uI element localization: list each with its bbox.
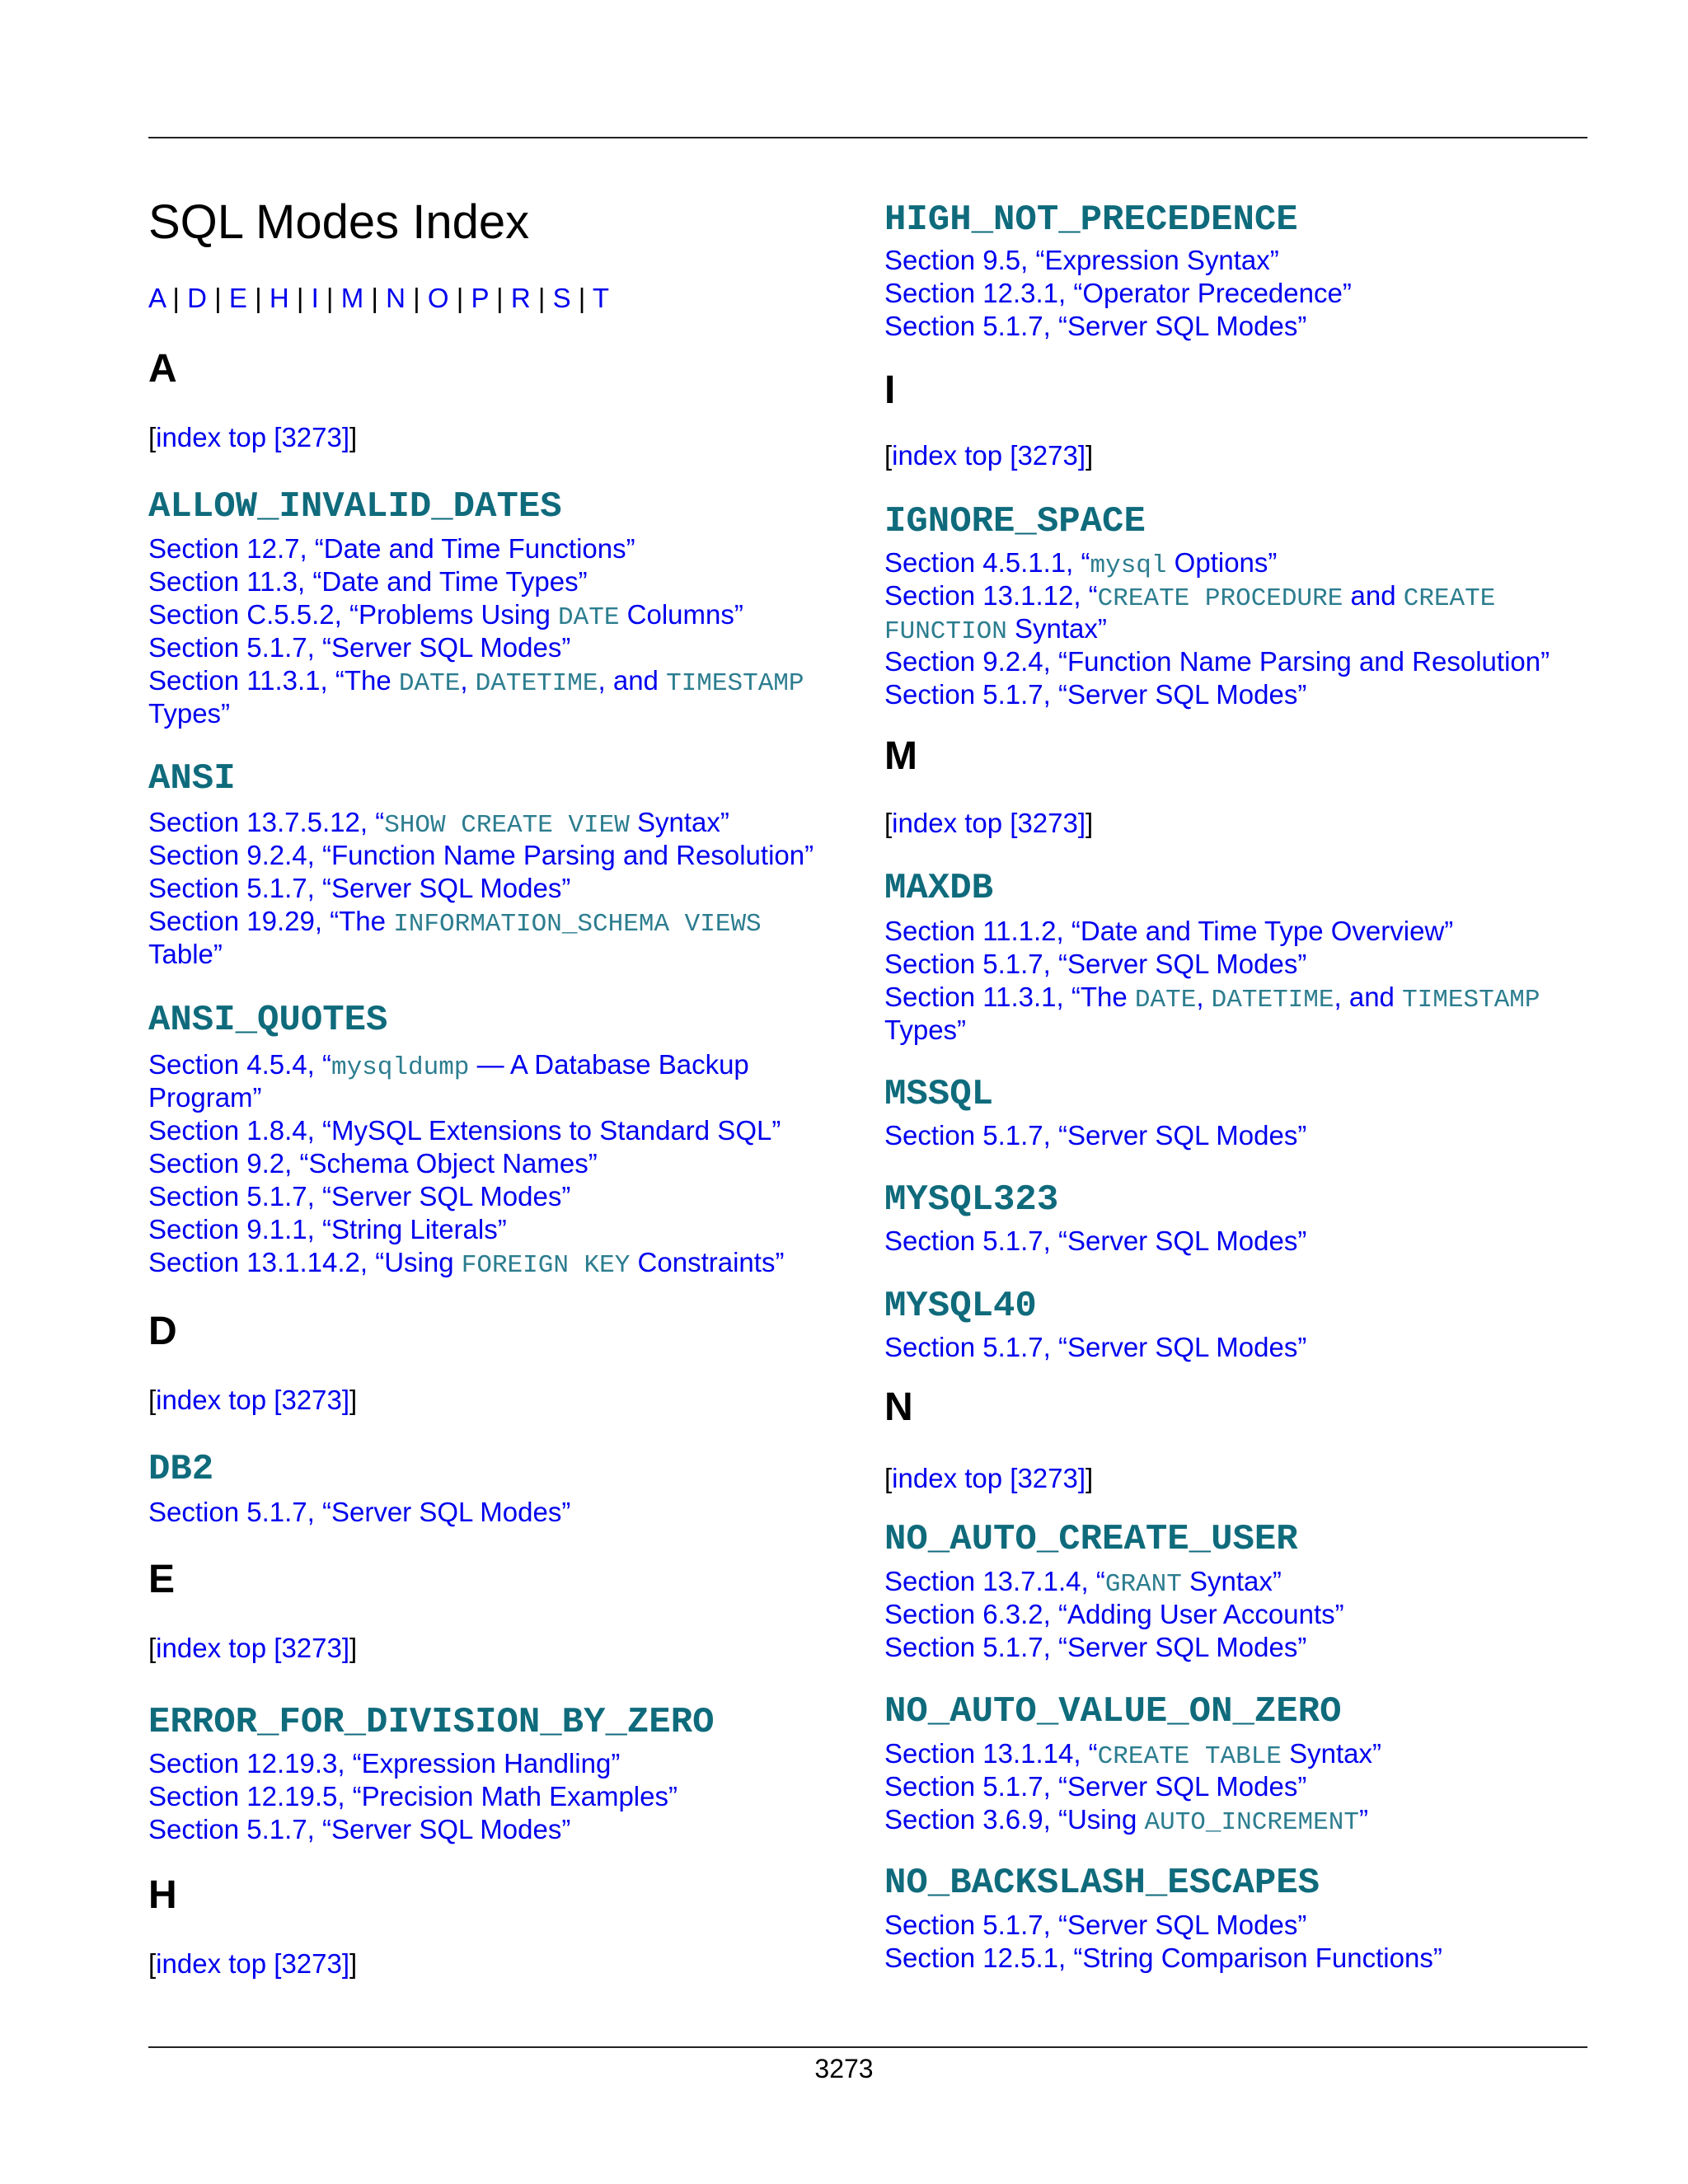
ref-link[interactable]: Section 12.5.1, “String Comparison Functions” xyxy=(884,1943,1442,1973)
ref-link[interactable]: Section 5.1.7, “Server SQL Modes” xyxy=(884,1632,1307,1662)
ref-link[interactable]: Section 13.7.1.4, “GRANT Syntax” xyxy=(884,1566,1282,1599)
ref-link[interactable]: Section 3.6.9, “Using AUTO_INCREMENT” xyxy=(884,1804,1368,1837)
page-title: SQL Modes Index xyxy=(148,195,530,249)
footer-rule xyxy=(148,2046,1587,2048)
term-ignore-space: IGNORE_SPACE xyxy=(884,501,1146,542)
ref-link[interactable]: Section 9.2, “Schema Object Names” xyxy=(148,1148,598,1179)
index-top-link[interactable]: index top [3273] xyxy=(892,808,1086,838)
term-mysql323: MYSQL323 xyxy=(884,1179,1059,1221)
ref-link[interactable]: Section 5.1.7, “Server SQL Modes” xyxy=(884,679,1307,710)
page-number: 3273 xyxy=(814,2054,874,2083)
index-top-link[interactable]: index top [3273] xyxy=(156,1948,350,1979)
index-top-i: [index top [3273]] xyxy=(884,440,1094,471)
letter-link-m[interactable]: M xyxy=(340,283,364,313)
ref-link[interactable]: Section 5.1.7, “Server SQL Modes” xyxy=(148,873,571,903)
ref-link[interactable]: Section 1.8.4, “MySQL Extensions to Standard SQL” xyxy=(148,1115,781,1146)
ref-link[interactable]: Section 12.19.3, “Expression Handling” xyxy=(148,1748,621,1779)
ref-link[interactable]: Section 11.3.1, “The DATE, DATETIME, and TIMESTAMP xyxy=(148,665,804,698)
letter-heading-d: D xyxy=(148,1310,177,1353)
letter-heading-i: I xyxy=(884,368,896,412)
ref-link[interactable]: Section 5.1.7, “Server SQL Modes” xyxy=(884,1910,1307,1940)
ref-link[interactable]: Section 11.3.1, “The DATE, DATETIME, and TIMESTAMP xyxy=(884,982,1540,1015)
ref-link[interactable]: Section 13.7.5.12, “SHOW CREATE VIEW Syntax” xyxy=(148,807,729,840)
ref-link[interactable]: Section 9.2.4, “Function Name Parsing and Resolution” xyxy=(148,840,814,870)
letter-heading-e: E xyxy=(148,1558,176,1601)
ref-link[interactable]: Section 5.1.7, “Server SQL Modes” xyxy=(884,1120,1307,1151)
ref-link[interactable]: Section 9.1.1, “String Literals” xyxy=(148,1214,507,1244)
ref-link[interactable]: Section 4.5.1.1, “mysql Options” xyxy=(884,547,1278,580)
index-top-e: [index top [3273]] xyxy=(148,1633,358,1663)
term-mssql: MSSQL xyxy=(884,1074,994,1115)
letter-link-p[interactable]: P xyxy=(471,283,489,313)
letter-link-e[interactable]: E xyxy=(228,283,247,313)
term-high-not-precedence: HIGH_NOT_PRECEDENCE xyxy=(884,199,1298,241)
ref-link[interactable]: Section 11.1.2, “Date and Time Type Overview” xyxy=(884,916,1454,946)
index-top-n: [index top [3273]] xyxy=(884,1463,1094,1493)
term-allow-invalid-dates: ALLOW_INVALID_DATES xyxy=(148,486,562,527)
ref-link[interactable]: Section 5.1.7, “Server SQL Modes” xyxy=(148,1814,571,1844)
index-top-d: [index top [3273]] xyxy=(148,1385,358,1415)
index-top-link[interactable]: index top [3273] xyxy=(156,1633,350,1663)
term-mysql40: MYSQL40 xyxy=(884,1286,1037,1327)
ref-link-continued[interactable]: Types” xyxy=(884,1015,967,1045)
ref-link[interactable]: Section 9.2.4, “Function Name Parsing and Resolution” xyxy=(884,646,1550,677)
letter-heading-h: H xyxy=(148,1873,177,1917)
index-top-m: [index top [3273]] xyxy=(884,808,1094,838)
letter-link-r[interactable]: R xyxy=(510,283,531,313)
term-no-auto-value-on-zero: NO_AUTO_VALUE_ON_ZERO xyxy=(884,1691,1342,1732)
index-top-a: [index top [3273]] xyxy=(148,422,358,452)
ref-link[interactable]: Section 5.1.7, “Server SQL Modes” xyxy=(884,1226,1307,1256)
ref-link-continued[interactable]: FUNCTION Syntax” xyxy=(884,613,1107,646)
term-ansi-quotes: ANSI_QUOTES xyxy=(148,1000,388,1041)
index-top-link[interactable]: index top [3273] xyxy=(892,440,1086,471)
letter-link-d[interactable]: D xyxy=(187,283,207,313)
ref-link[interactable]: Section 5.1.7, “Server SQL Modes” xyxy=(884,1332,1307,1362)
ref-link[interactable]: Section 12.7, “Date and Time Functions” xyxy=(148,533,635,564)
ref-link-continued[interactable]: Types” xyxy=(148,698,231,729)
ref-link-continued[interactable]: Program” xyxy=(148,1082,262,1113)
ref-link[interactable]: Section 12.19.5, “Precision Math Examples” xyxy=(148,1781,678,1811)
term-no-auto-create-user: NO_AUTO_CREATE_USER xyxy=(884,1519,1298,1560)
letter-link-t[interactable]: T xyxy=(592,283,610,313)
term-db2: DB2 xyxy=(148,1449,214,1490)
index-top-h: [index top [3273]] xyxy=(148,1948,358,1979)
ref-link[interactable]: Section C.5.5.2, “Problems Using DATE Columns” xyxy=(148,599,743,632)
ref-link[interactable]: Section 5.1.7, “Server SQL Modes” xyxy=(148,1497,571,1527)
letter-heading-m: M xyxy=(884,734,917,778)
letter-link-a[interactable]: A xyxy=(148,283,166,313)
term-ansi: ANSI xyxy=(148,758,236,799)
ref-link[interactable]: Section 4.5.4, “mysqldump — A Database Backup xyxy=(148,1049,749,1082)
header-rule xyxy=(148,137,1587,138)
ref-link[interactable]: Section 12.3.1, “Operator Precedence” xyxy=(884,278,1352,308)
ref-link[interactable]: Section 13.1.12, “CREATE PROCEDURE and CREATE xyxy=(884,580,1496,613)
letter-heading-a: A xyxy=(148,347,177,391)
ref-link[interactable]: Section 5.1.7, “Server SQL Modes” xyxy=(884,311,1307,341)
letter-nav: A | D | E | H | I | M | N | O | P | R | S | T xyxy=(148,283,610,313)
letter-link-s[interactable]: S xyxy=(552,283,571,313)
index-top-link[interactable]: index top [3273] xyxy=(892,1463,1086,1493)
letter-heading-n: N xyxy=(884,1385,913,1429)
ref-link-continued[interactable]: Table” xyxy=(148,939,223,969)
ref-link[interactable]: Section 11.3, “Date and Time Types” xyxy=(148,566,588,597)
index-top-link[interactable]: index top [3273] xyxy=(156,1385,350,1415)
ref-link[interactable]: Section 5.1.7, “Server SQL Modes” xyxy=(884,949,1307,979)
letter-link-h[interactable]: H xyxy=(269,283,289,313)
ref-link[interactable]: Section 13.1.14, “CREATE TABLE Syntax” xyxy=(884,1738,1381,1771)
ref-link[interactable]: Section 19.29, “The INFORMATION_SCHEMA VIEWS xyxy=(148,906,762,939)
ref-link[interactable]: Section 5.1.7, “Server SQL Modes” xyxy=(148,1181,571,1212)
letter-link-n[interactable]: N xyxy=(386,283,406,313)
term-no-backslash-escapes: NO_BACKSLASH_ESCAPES xyxy=(884,1863,1320,1904)
ref-link[interactable]: Section 6.3.2, “Adding User Accounts” xyxy=(884,1599,1344,1629)
ref-link[interactable]: Section 9.5, “Expression Syntax” xyxy=(884,245,1279,275)
ref-link[interactable]: Section 5.1.7, “Server SQL Modes” xyxy=(148,632,571,663)
term-maxdb: MAXDB xyxy=(884,868,994,909)
ref-link[interactable]: Section 5.1.7, “Server SQL Modes” xyxy=(884,1771,1307,1802)
ref-link[interactable]: Section 13.1.14.2, “Using FOREIGN KEY Constraints” xyxy=(148,1247,785,1280)
index-top-link[interactable]: index top [3273] xyxy=(156,422,350,452)
letter-link-i[interactable]: I xyxy=(311,283,319,313)
term-error-for-division-by-zero: ERROR_FOR_DIVISION_BY_ZERO xyxy=(148,1702,715,1743)
letter-link-o[interactable]: O xyxy=(427,283,449,313)
